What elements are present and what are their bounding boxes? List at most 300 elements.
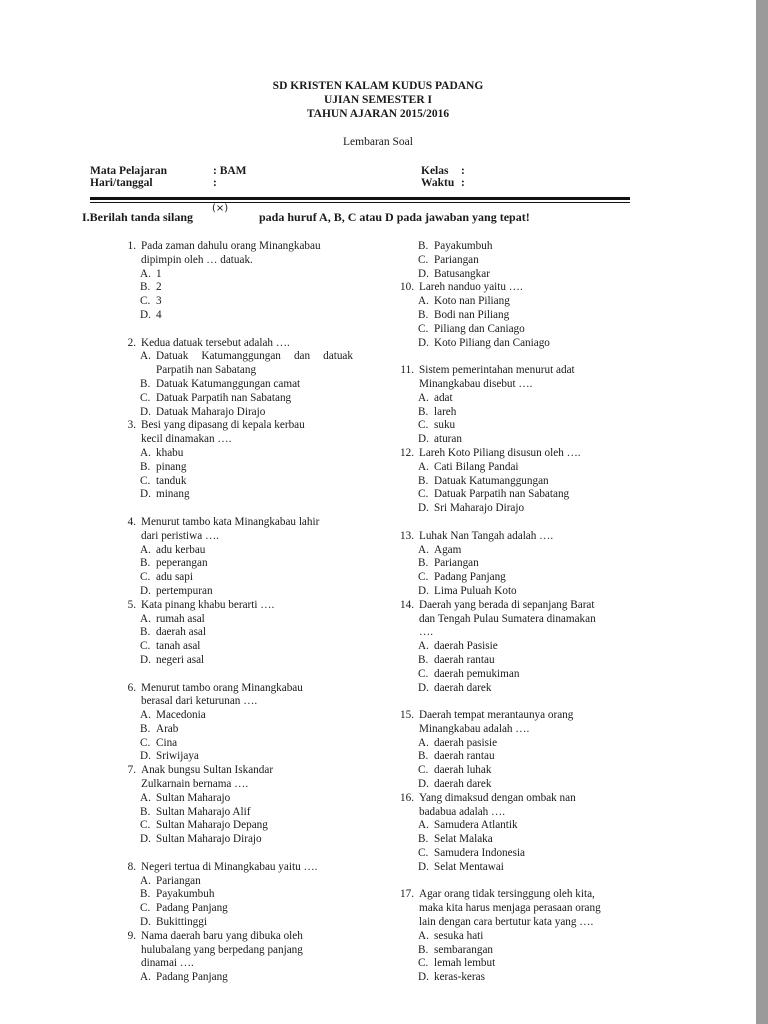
school-year: TAHUN AJARAN 2015/2016 bbox=[306, 108, 450, 120]
option-letter: B. bbox=[140, 460, 151, 473]
question-number bbox=[391, 626, 419, 640]
answer-option bbox=[113, 709, 353, 723]
answer-option bbox=[391, 944, 631, 958]
question-line bbox=[391, 709, 631, 723]
question-spacer bbox=[113, 847, 353, 861]
question-number: 8. bbox=[127, 860, 136, 873]
option-text: sembarangan bbox=[434, 943, 494, 956]
answer-option bbox=[113, 971, 353, 985]
option-text: Koto Piliang dan Caniago bbox=[434, 336, 550, 349]
answer-option bbox=[113, 378, 353, 392]
option-letter: B. bbox=[418, 750, 429, 763]
question-line bbox=[391, 792, 631, 806]
answer-option bbox=[391, 488, 631, 502]
option-letter: D. bbox=[140, 488, 151, 501]
question-number: 11. bbox=[400, 364, 414, 377]
question-spacer bbox=[113, 502, 353, 516]
question-text: lain dengan cara bertutur kata yang …. bbox=[419, 916, 594, 929]
question-line bbox=[391, 916, 631, 930]
question-number: 7. bbox=[127, 764, 136, 777]
answer-option bbox=[113, 875, 353, 889]
option-text: Datuak Maharajo Dirajo bbox=[156, 405, 266, 418]
question-text: dan Tengah Pulau Sumatera dinamakan bbox=[419, 612, 596, 625]
subject-value: : BAM bbox=[213, 165, 247, 177]
answer-option bbox=[391, 654, 631, 668]
option-text: Selat Malaka bbox=[434, 833, 493, 846]
question-line bbox=[113, 240, 353, 254]
option-letter: A. bbox=[140, 543, 151, 556]
question-number: 17. bbox=[400, 888, 414, 901]
question-text: berasal dari keturunan …. bbox=[141, 695, 258, 708]
question-number: 5. bbox=[127, 598, 136, 611]
answer-option bbox=[391, 337, 631, 351]
question-number bbox=[113, 957, 141, 971]
option-letter: D. bbox=[418, 584, 429, 597]
question-text: Menurut tambo kata Minangkabau lahir bbox=[141, 515, 320, 528]
option-text: daerah asal bbox=[156, 626, 206, 639]
question-spacer bbox=[113, 668, 353, 682]
question-line bbox=[113, 419, 353, 433]
question-text: Kedua datuak tersebut adalah …. bbox=[141, 336, 290, 349]
option-text: Lima Puluah Koto bbox=[434, 584, 517, 597]
question-line bbox=[391, 902, 631, 916]
answer-option bbox=[391, 819, 631, 833]
option-text: 3 bbox=[156, 295, 162, 308]
question-line bbox=[113, 944, 353, 958]
answer-option bbox=[391, 323, 631, 337]
option-text: Batusangkar bbox=[434, 267, 490, 280]
instruction-text: I.Berilah tanda silang bbox=[82, 210, 194, 224]
answer-option bbox=[113, 916, 353, 930]
answer-option bbox=[391, 309, 631, 323]
option-text: minang bbox=[156, 488, 190, 501]
answer-option bbox=[113, 806, 353, 820]
option-text: adat bbox=[434, 391, 453, 404]
option-text: Padang Panjang bbox=[156, 902, 228, 915]
answer-option bbox=[391, 544, 631, 558]
option-letter: A. bbox=[140, 874, 151, 887]
answer-option bbox=[113, 792, 353, 806]
option-letter: D. bbox=[418, 336, 429, 349]
question-line bbox=[113, 254, 353, 268]
question-item bbox=[391, 599, 631, 696]
option-text: keras-keras bbox=[434, 971, 485, 984]
date-label: Hari/tanggal bbox=[90, 177, 153, 189]
question-line bbox=[113, 764, 353, 778]
option-text: tanah asal bbox=[156, 640, 201, 653]
option-letter: D. bbox=[140, 405, 151, 418]
option-text: tanduk bbox=[156, 474, 187, 487]
option-letter: C. bbox=[418, 253, 429, 266]
question-number: 1. bbox=[127, 240, 136, 252]
option-letter: B. bbox=[418, 557, 429, 570]
option-letter: B. bbox=[140, 722, 151, 735]
answer-option bbox=[113, 475, 353, 489]
question-item bbox=[113, 764, 353, 847]
instruction-text-rest: pada huruf A, B, C atau D pada jawaban yang tepat! bbox=[259, 210, 530, 224]
option-text: Sultan Maharajo Alif bbox=[156, 805, 251, 818]
option-letter: B. bbox=[418, 405, 429, 418]
question-line bbox=[113, 599, 353, 613]
option-letter: C. bbox=[418, 488, 429, 501]
answer-option bbox=[113, 557, 353, 571]
question-line bbox=[113, 957, 353, 971]
answer-option bbox=[113, 392, 353, 406]
option-text: Selat Mentawai bbox=[434, 860, 504, 873]
answer-option bbox=[391, 240, 631, 254]
question-number: 13. bbox=[400, 529, 414, 542]
question-item bbox=[113, 930, 353, 985]
answer-option bbox=[391, 957, 631, 971]
option-text: adu kerbau bbox=[156, 543, 206, 556]
answer-option bbox=[391, 557, 631, 571]
question-line bbox=[113, 930, 353, 944]
option-letter: B. bbox=[418, 653, 429, 666]
question-item bbox=[113, 861, 353, 930]
option-letter: A. bbox=[418, 640, 429, 653]
question-spacer bbox=[391, 875, 631, 889]
option-letter: B. bbox=[418, 474, 429, 487]
option-text: peperangan bbox=[156, 557, 208, 570]
option-letter: A. bbox=[140, 612, 151, 625]
answer-option bbox=[391, 433, 631, 447]
question-line bbox=[391, 723, 631, 737]
answer-option bbox=[391, 475, 631, 489]
option-text: daerah pemukiman bbox=[434, 667, 520, 680]
question-text: dari peristiwa …. bbox=[141, 529, 219, 542]
question-number: 10. bbox=[400, 281, 414, 294]
answer-option bbox=[113, 626, 353, 640]
answer-option bbox=[391, 640, 631, 654]
school-name: SD KRISTEN KALAM KUDUS PADANG bbox=[272, 80, 484, 92]
option-text: pinang bbox=[156, 460, 187, 473]
option-letter: D. bbox=[140, 584, 151, 597]
option-text: adu sapi bbox=[156, 571, 193, 584]
option-text: Samudera Atlantik bbox=[434, 819, 518, 832]
option-text: khabu bbox=[156, 446, 184, 459]
question-number: 16. bbox=[400, 791, 414, 804]
question-spacer bbox=[113, 323, 353, 337]
question-number: 3. bbox=[127, 419, 136, 432]
answer-option bbox=[391, 254, 631, 268]
question-number: 2. bbox=[127, 336, 136, 349]
answer-option bbox=[113, 406, 353, 420]
option-text: Koto nan Piliang bbox=[434, 295, 510, 308]
option-letter: A. bbox=[140, 709, 151, 722]
option-text: daerah luhak bbox=[434, 764, 492, 777]
option-text: Pariangan bbox=[434, 253, 479, 266]
question-text: Kata pinang khabu berarti …. bbox=[141, 598, 275, 611]
question-text: badabua adalah …. bbox=[419, 805, 506, 818]
option-text: Bukittinggi bbox=[156, 916, 207, 929]
option-letter: A. bbox=[418, 819, 429, 832]
option-letter: C. bbox=[140, 902, 151, 915]
question-text: Menurut tambo orang Minangkabau bbox=[141, 681, 303, 694]
option-letter: B. bbox=[140, 805, 151, 818]
option-text: Macedonia bbox=[156, 709, 206, 722]
answer-option bbox=[113, 640, 353, 654]
question-text: Nama daerah baru yang dibuka oleh bbox=[141, 929, 303, 942]
option-text: Datuak Parpatih nan Sabatang bbox=[434, 488, 570, 501]
question-text: Yang dimaksud dengan ombak nan bbox=[419, 791, 576, 804]
option-letter: B. bbox=[418, 943, 429, 956]
question-item bbox=[113, 682, 353, 765]
option-text: Datuak Katumanggungan dan datuak Parpatih nan Sabatang bbox=[156, 350, 353, 377]
answer-option bbox=[391, 682, 631, 696]
option-letter: A. bbox=[418, 295, 429, 308]
question-item bbox=[391, 447, 631, 516]
option-letter: A. bbox=[418, 543, 429, 556]
question-item bbox=[113, 599, 353, 668]
question-text: kecil dinamakan …. bbox=[141, 433, 232, 446]
option-letter: B. bbox=[140, 281, 151, 294]
option-text: Arab bbox=[156, 722, 179, 735]
question-line bbox=[391, 599, 631, 613]
question-column-left bbox=[113, 240, 353, 985]
question-item bbox=[391, 281, 631, 350]
option-text: Pariangan bbox=[434, 557, 479, 570]
class-label: Kelas bbox=[421, 165, 449, 177]
option-text: daerah darek bbox=[434, 681, 492, 694]
option-letter: C. bbox=[140, 736, 151, 749]
answer-option bbox=[391, 502, 631, 516]
answer-option bbox=[113, 833, 353, 847]
question-text: Luhak Nan Tangah adalah …. bbox=[419, 529, 554, 542]
class-value: : bbox=[461, 165, 465, 177]
time-label: Waktu bbox=[421, 177, 455, 189]
answer-option bbox=[391, 461, 631, 475]
option-text: Sri Maharajo Dirajo bbox=[434, 502, 525, 515]
answer-option bbox=[113, 613, 353, 627]
option-text: pertempuran bbox=[156, 584, 213, 597]
option-letter: D. bbox=[418, 860, 429, 873]
option-letter: A. bbox=[140, 350, 151, 363]
exam-title: UJIAN SEMESTER I bbox=[324, 94, 432, 106]
answer-option bbox=[113, 281, 353, 295]
question-line bbox=[391, 364, 631, 378]
answer-option bbox=[113, 571, 353, 585]
option-text: Sultan Maharajo Depang bbox=[156, 819, 268, 832]
option-letter: A. bbox=[140, 446, 151, 459]
answer-option bbox=[391, 833, 631, 847]
answer-option bbox=[113, 750, 353, 764]
question-item bbox=[391, 709, 631, 792]
question-text: Pada zaman dahulu orang Minangkabau bbox=[141, 240, 321, 252]
option-text: lareh bbox=[434, 405, 457, 418]
option-text: sesuka hati bbox=[434, 929, 484, 942]
question-text: …. bbox=[419, 626, 433, 639]
option-text: daerah pasisie bbox=[434, 736, 498, 749]
question-number bbox=[391, 902, 419, 916]
answer-option bbox=[391, 861, 631, 875]
question-number bbox=[391, 613, 419, 627]
answer-option bbox=[391, 847, 631, 861]
question-line bbox=[113, 778, 353, 792]
question-text: Daerah tempat merantaunya orang bbox=[419, 709, 574, 722]
question-number: 9. bbox=[127, 929, 136, 942]
question-number bbox=[113, 433, 141, 447]
question-text: Minangkabau disebut …. bbox=[419, 377, 533, 390]
option-letter: A. bbox=[140, 267, 151, 280]
option-letter: C. bbox=[418, 571, 429, 584]
option-letter: C. bbox=[140, 571, 151, 584]
option-text: Agam bbox=[434, 543, 462, 556]
question-number: 15. bbox=[400, 709, 414, 722]
question-number bbox=[113, 778, 141, 792]
question-number bbox=[391, 723, 419, 737]
question-text: Sistem pemerintahan menurut adat bbox=[419, 364, 575, 377]
question-item bbox=[391, 792, 631, 875]
option-text: daerah Pasisie bbox=[434, 640, 498, 653]
option-text: Piliang dan Caniago bbox=[434, 322, 525, 335]
question-line bbox=[113, 516, 353, 530]
header-rule-thick bbox=[90, 197, 630, 200]
option-letter: D. bbox=[418, 971, 429, 984]
answer-option bbox=[391, 764, 631, 778]
answer-option bbox=[113, 888, 353, 902]
option-letter: C. bbox=[418, 322, 429, 335]
question-number bbox=[391, 916, 419, 930]
answer-option bbox=[113, 268, 353, 282]
question-text: dinamai …. bbox=[141, 957, 194, 970]
question-line bbox=[391, 613, 631, 627]
question-line bbox=[391, 530, 631, 544]
question-number: 4. bbox=[127, 515, 136, 528]
option-letter: D. bbox=[140, 750, 151, 763]
option-letter: C. bbox=[140, 819, 151, 832]
question-item bbox=[391, 888, 631, 985]
option-letter: D. bbox=[140, 833, 151, 846]
question-text: hulubalang yang berpedang panjang bbox=[141, 943, 303, 956]
option-letter: C. bbox=[140, 391, 151, 404]
option-letter: A. bbox=[140, 791, 151, 804]
option-letter: A. bbox=[140, 971, 151, 984]
question-item bbox=[391, 364, 631, 447]
option-text: aturan bbox=[434, 433, 462, 446]
cross-mark-icon: (×) bbox=[212, 203, 229, 214]
option-text: Datuak Parpatih nan Sabatang bbox=[156, 391, 292, 404]
question-column-right bbox=[391, 240, 631, 985]
question-spacer bbox=[391, 516, 631, 530]
question-line bbox=[113, 695, 353, 709]
option-letter: C. bbox=[418, 667, 429, 680]
option-text: negeri asal bbox=[156, 653, 205, 666]
answer-option bbox=[113, 350, 353, 378]
answer-option bbox=[113, 654, 353, 668]
answer-option bbox=[113, 902, 353, 916]
option-letter: C. bbox=[140, 295, 151, 308]
option-letter: B. bbox=[140, 377, 151, 390]
option-text: daerah rantau bbox=[434, 750, 495, 763]
option-text: Bodi nan Piliang bbox=[434, 308, 510, 321]
question-number bbox=[391, 806, 419, 820]
option-letter: A. bbox=[418, 391, 429, 404]
option-text: Datuak Katumanggungan bbox=[434, 474, 549, 487]
option-text: Datuak Katumanggungan camat bbox=[156, 377, 301, 390]
question-number bbox=[113, 530, 141, 544]
option-text: daerah darek bbox=[434, 778, 492, 791]
option-letter: A. bbox=[418, 460, 429, 473]
option-text: Sriwijaya bbox=[156, 750, 199, 763]
question-text: dipimpin oleh … datuak. bbox=[141, 253, 253, 266]
option-letter: C. bbox=[418, 847, 429, 860]
option-letter: C. bbox=[418, 764, 429, 777]
question-item bbox=[113, 240, 353, 323]
option-text: Sultan Maharajo bbox=[156, 791, 231, 804]
question-line bbox=[391, 806, 631, 820]
option-letter: A. bbox=[418, 929, 429, 942]
question-line bbox=[391, 626, 631, 640]
question-text: Lareh nanduo yaitu …. bbox=[419, 281, 523, 294]
question-number bbox=[113, 944, 141, 958]
answer-option bbox=[391, 406, 631, 420]
answer-option bbox=[391, 392, 631, 406]
option-letter: B. bbox=[418, 833, 429, 846]
question-spacer bbox=[391, 350, 631, 364]
question-line bbox=[391, 447, 631, 461]
question-line bbox=[113, 530, 353, 544]
option-letter: D. bbox=[418, 681, 429, 694]
question-text: Lareh Koto Piliang disusun oleh …. bbox=[419, 446, 581, 459]
header-rule-thin bbox=[90, 202, 630, 203]
option-text: Samudera Indonesia bbox=[434, 847, 526, 860]
question-line bbox=[113, 682, 353, 696]
question-line bbox=[113, 337, 353, 351]
question-item bbox=[113, 337, 353, 420]
option-letter: D. bbox=[418, 502, 429, 515]
option-text: Pariangan bbox=[156, 874, 201, 887]
answer-option bbox=[113, 447, 353, 461]
option-text: Payakumbuh bbox=[434, 240, 493, 252]
option-letter: B. bbox=[140, 626, 151, 639]
answer-option bbox=[391, 971, 631, 985]
question-text: Besi yang dipasang di kepala kerbau bbox=[141, 419, 305, 432]
answer-option bbox=[113, 737, 353, 751]
question-number: 12. bbox=[400, 446, 414, 459]
question-number: 6. bbox=[127, 681, 136, 694]
answer-option bbox=[391, 268, 631, 282]
question-text: Agar orang tidak tersinggung oleh kita, bbox=[419, 888, 595, 901]
answer-option bbox=[391, 295, 631, 309]
option-letter: C. bbox=[140, 640, 151, 653]
answer-option bbox=[391, 930, 631, 944]
answer-option bbox=[113, 295, 353, 309]
subject-label: Mata Pelajaran bbox=[90, 165, 167, 177]
answer-option bbox=[391, 419, 631, 433]
question-text: Anak bungsu Sultan Iskandar bbox=[141, 764, 274, 777]
question-text: Zulkarnain bernama …. bbox=[141, 778, 249, 791]
option-text: Padang Panjang bbox=[156, 971, 228, 984]
option-text: suku bbox=[434, 419, 456, 432]
option-text: daerah rantau bbox=[434, 653, 495, 666]
date-value: : bbox=[213, 177, 217, 189]
answer-option bbox=[391, 750, 631, 764]
question-text: Daerah yang berada di sepanjang Barat bbox=[419, 598, 595, 611]
time-value: : bbox=[461, 177, 465, 189]
option-letter: D. bbox=[140, 653, 151, 666]
question-number bbox=[113, 254, 141, 268]
question-text: maka kita harus menjaga perasaan orang bbox=[419, 902, 601, 915]
option-letter: D. bbox=[140, 308, 151, 321]
option-text: Padang Panjang bbox=[434, 571, 506, 584]
option-letter: C. bbox=[418, 957, 429, 970]
question-text: Minangkabau adalah …. bbox=[419, 722, 530, 735]
option-text: Cati Bilang Pandai bbox=[434, 460, 519, 473]
question-number bbox=[391, 378, 419, 392]
option-letter: B. bbox=[140, 888, 151, 901]
answer-option bbox=[113, 585, 353, 599]
question-line bbox=[113, 433, 353, 447]
